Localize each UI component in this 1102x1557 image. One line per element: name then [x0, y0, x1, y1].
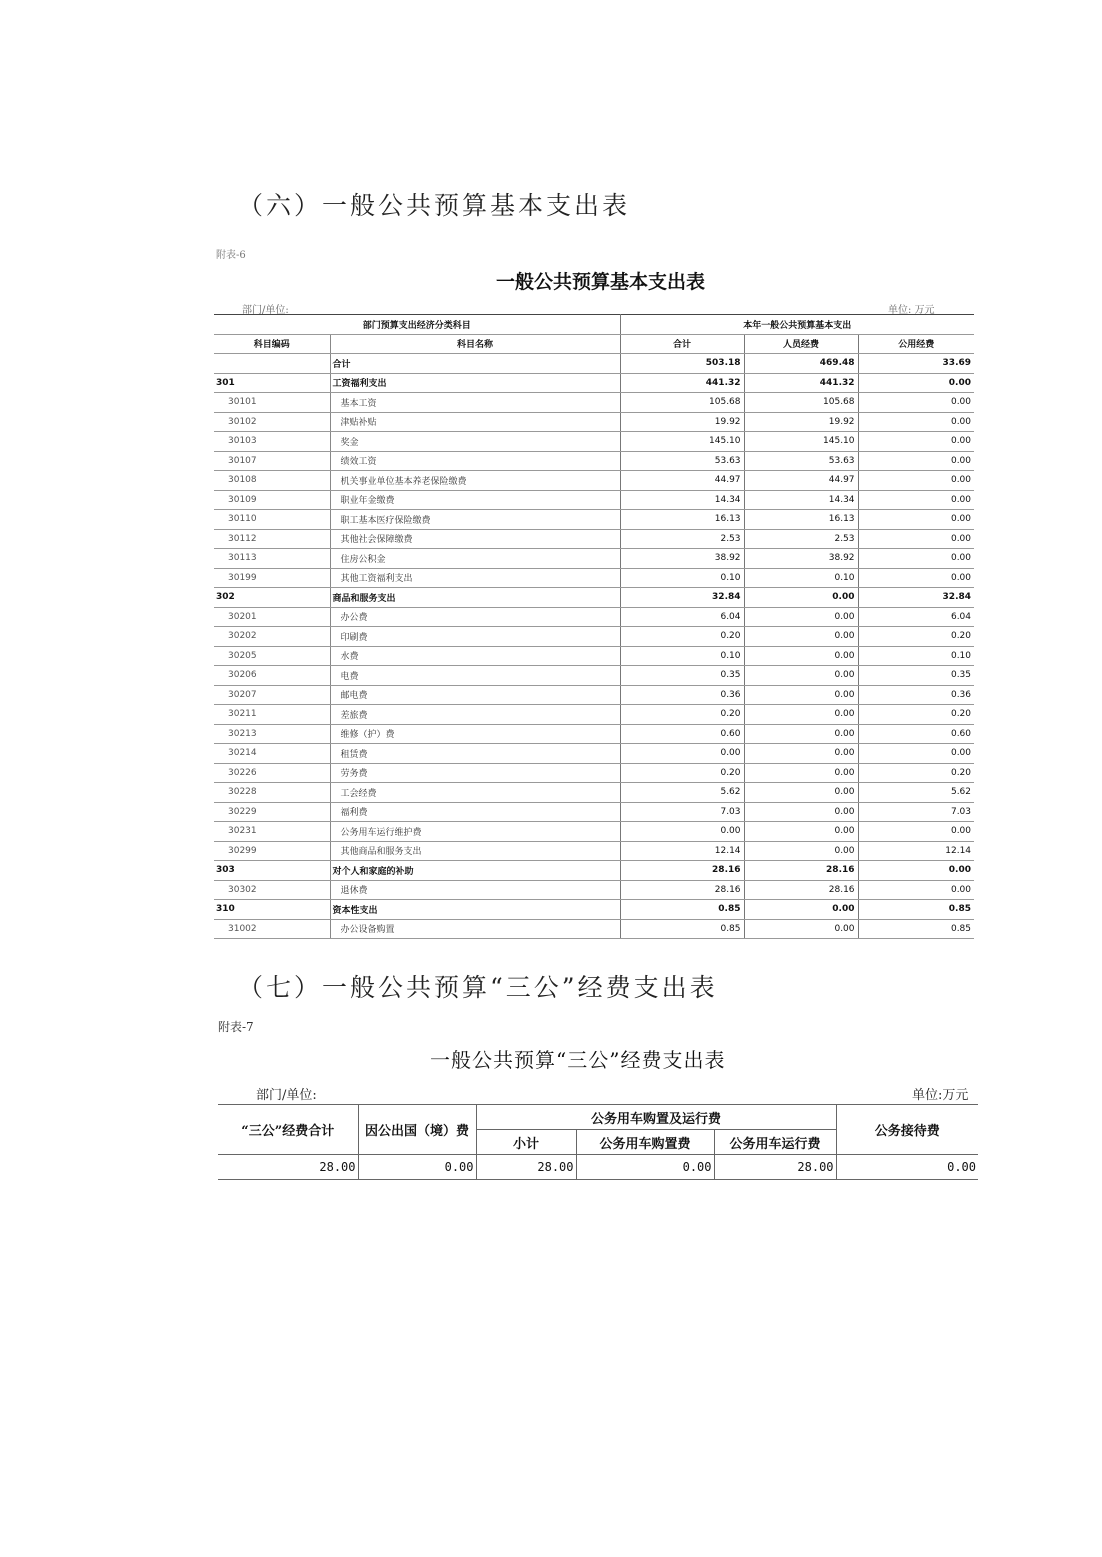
basic-expenditure-body: [214, 354, 974, 939]
row-public: 0.10: [858, 646, 974, 666]
row-personnel: 0.00: [744, 646, 858, 666]
row-total: 0.36: [620, 685, 744, 705]
header-basic-expenditure: 本年一般公共预算基本支出: [620, 315, 974, 335]
row-total: 28.16: [620, 861, 744, 881]
table-row: [214, 666, 974, 686]
row-personnel: 28.16: [744, 861, 858, 881]
row-personnel: 0.00: [744, 919, 858, 939]
row-code: 30103: [214, 432, 330, 452]
row-personnel: 0.00: [744, 607, 858, 627]
row-public: 0.00: [858, 880, 974, 900]
row-public: 0.20: [858, 705, 974, 725]
row-public: 0.00: [858, 490, 974, 510]
row-code: 30213: [214, 724, 330, 744]
row-public: 0.00: [858, 568, 974, 588]
row-name: 机关事业单位基本养老保险缴费: [330, 471, 620, 491]
section7-table-title: 一般公共预算“三公”经费支出表: [430, 1048, 726, 1072]
table-row: [214, 451, 974, 471]
row-total: 0.60: [620, 724, 744, 744]
section7-heading: （七）一般公共预算“三公”经费支出表: [238, 973, 718, 1002]
table-row: [214, 607, 974, 627]
row-code: 30226: [214, 763, 330, 783]
table-row: [214, 529, 974, 549]
section6-table-title: 一般公共预算基本支出表: [496, 271, 706, 293]
section7-unit-label: 单位:万元: [912, 1088, 969, 1103]
row-name: 邮电费: [330, 685, 620, 705]
table-row: [214, 627, 974, 647]
row-total: 503.18: [620, 354, 744, 374]
row-total: 32.84: [620, 588, 744, 608]
value-total: 28.00: [218, 1155, 358, 1180]
row-name: 职工基本医疗保险缴费: [330, 510, 620, 530]
row-name: 办公设备购置: [330, 919, 620, 939]
row-code: 30102: [214, 412, 330, 432]
table-row: [214, 646, 974, 666]
row-total: 7.03: [620, 802, 744, 822]
row-code: 30211: [214, 705, 330, 725]
table-row: [214, 549, 974, 569]
row-code: 30214: [214, 744, 330, 764]
header-column-row: [214, 334, 974, 354]
row-personnel: 0.00: [744, 685, 858, 705]
row-name: 劳务费: [330, 763, 620, 783]
row-name: 维修（护）费: [330, 724, 620, 744]
row-code: 30302: [214, 880, 330, 900]
row-personnel: 0.00: [744, 763, 858, 783]
row-code: 30112: [214, 529, 330, 549]
row-code: 30205: [214, 646, 330, 666]
row-total: 0.10: [620, 646, 744, 666]
row-total: 0.10: [620, 568, 744, 588]
row-public: 0.00: [858, 432, 974, 452]
table-row: [214, 880, 974, 900]
header-vehicle-purchase: 公务用车购置费: [576, 1130, 714, 1155]
row-total: 105.68: [620, 393, 744, 413]
value-subtotal: 28.00: [476, 1155, 576, 1180]
row-personnel: 19.92: [744, 412, 858, 432]
row-personnel: 0.00: [744, 705, 858, 725]
row-personnel: 0.00: [744, 666, 858, 686]
row-public: 32.84: [858, 588, 974, 608]
table-row: [214, 471, 974, 491]
row-name: 基本工资: [330, 393, 620, 413]
row-total: 16.13: [620, 510, 744, 530]
table-row: [214, 373, 974, 393]
row-public: 6.04: [858, 607, 974, 627]
row-name: 职业年金缴费: [330, 490, 620, 510]
row-code: 301: [214, 373, 330, 393]
row-public: 0.00: [858, 373, 974, 393]
row-total: 0.00: [620, 744, 744, 764]
row-public: 0.00: [858, 529, 974, 549]
table-row: [214, 510, 974, 530]
table-row: [214, 744, 974, 764]
row-personnel: 14.34: [744, 490, 858, 510]
row-personnel: 2.53: [744, 529, 858, 549]
row-total: 0.35: [620, 666, 744, 686]
table-row: [214, 432, 974, 452]
table-row: [214, 861, 974, 881]
row-personnel: 469.48: [744, 354, 858, 374]
row-name: 办公费: [330, 607, 620, 627]
table-row: [214, 685, 974, 705]
row-public: 5.62: [858, 783, 974, 803]
row-personnel: 44.97: [744, 471, 858, 491]
row-total: 0.20: [620, 627, 744, 647]
table-row: [214, 783, 974, 803]
row-code: 30108: [214, 471, 330, 491]
row-code: 30228: [214, 783, 330, 803]
table-row: [214, 393, 974, 413]
value-abroad: 0.00: [358, 1155, 476, 1180]
row-public: 0.36: [858, 685, 974, 705]
row-total: 14.34: [620, 490, 744, 510]
row-code: [214, 354, 330, 374]
header-vehicle-group: 公务用车购置及运行费: [476, 1105, 836, 1130]
row-public: 0.00: [858, 393, 974, 413]
row-name: 其他社会保障缴费: [330, 529, 620, 549]
row-total: 12.14: [620, 841, 744, 861]
row-total: 6.04: [620, 607, 744, 627]
row-code: 30231: [214, 822, 330, 842]
row-name: 资本性支出: [330, 900, 620, 920]
row-public: 0.00: [858, 822, 974, 842]
section6-dept-label: 部门/单位:: [242, 305, 289, 316]
row-code: 30201: [214, 607, 330, 627]
row-total: 2.53: [620, 529, 744, 549]
row-total: 19.92: [620, 412, 744, 432]
row-name: 福利费: [330, 802, 620, 822]
row-name: 退休费: [330, 880, 620, 900]
table-row: [214, 412, 974, 432]
row-name: 对个人和家庭的补助: [330, 861, 620, 881]
row-total: 5.62: [620, 783, 744, 803]
row-code: 310: [214, 900, 330, 920]
table-row: [214, 705, 974, 725]
row-total: 0.85: [620, 919, 744, 939]
row-code: 303: [214, 861, 330, 881]
header-personnel: 人员经费: [744, 334, 858, 354]
section6-heading: （六）一般公共预算基本支出表: [238, 191, 631, 220]
row-name: 其他工资福利支出: [330, 568, 620, 588]
row-code: 30199: [214, 568, 330, 588]
row-personnel: 16.13: [744, 510, 858, 530]
row-name: 津贴补贴: [330, 412, 620, 432]
header-name: 科目名称: [330, 334, 620, 354]
table-row: [214, 841, 974, 861]
row-public: 33.69: [858, 354, 974, 374]
table-row: [214, 900, 974, 920]
row-public: 0.35: [858, 666, 974, 686]
row-name: 水费: [330, 646, 620, 666]
table-row: [214, 822, 974, 842]
row-name: 电费: [330, 666, 620, 686]
row-public: 0.85: [858, 919, 974, 939]
row-total: 0.20: [620, 763, 744, 783]
table-row: [214, 490, 974, 510]
header-subtotal: 小计: [476, 1130, 576, 1155]
row-code: 30299: [214, 841, 330, 861]
row-code: 30229: [214, 802, 330, 822]
row-public: 12.14: [858, 841, 974, 861]
header-reception: 公务接待费: [836, 1105, 978, 1155]
header-abroad: 因公出国（境）费: [358, 1105, 476, 1155]
row-name: 租赁费: [330, 744, 620, 764]
row-total: 53.63: [620, 451, 744, 471]
row-total: 441.32: [620, 373, 744, 393]
row-code: 30207: [214, 685, 330, 705]
row-public: 0.00: [858, 549, 974, 569]
row-personnel: 0.10: [744, 568, 858, 588]
row-public: 7.03: [858, 802, 974, 822]
row-code: 30110: [214, 510, 330, 530]
row-name: 奖金: [330, 432, 620, 452]
row-personnel: 441.32: [744, 373, 858, 393]
row-total: 44.97: [620, 471, 744, 491]
row-name: 商品和服务支出: [330, 588, 620, 608]
table-row: [214, 568, 974, 588]
row-total: 0.00: [620, 822, 744, 842]
row-code: 30107: [214, 451, 330, 471]
table-row: [214, 588, 974, 608]
row-total: 38.92: [620, 549, 744, 569]
row-name: 工资福利支出: [330, 373, 620, 393]
row-total: 28.16: [620, 880, 744, 900]
row-personnel: 0.00: [744, 744, 858, 764]
row-personnel: 0.00: [744, 627, 858, 647]
row-name: 工会经费: [330, 783, 620, 803]
row-total: 145.10: [620, 432, 744, 452]
table-row: [214, 802, 974, 822]
row-name: 合计: [330, 354, 620, 374]
value-operation: 28.00: [714, 1155, 836, 1180]
row-personnel: 53.63: [744, 451, 858, 471]
row-code: 30109: [214, 490, 330, 510]
row-public: 0.00: [858, 451, 974, 471]
row-personnel: 0.00: [744, 900, 858, 920]
table-row: [214, 763, 974, 783]
row-public: 0.20: [858, 763, 974, 783]
row-public: 0.00: [858, 510, 974, 530]
row-code: 30206: [214, 666, 330, 686]
header-code: 科目编码: [214, 334, 330, 354]
row-code: 30202: [214, 627, 330, 647]
value-purchase: 0.00: [576, 1155, 714, 1180]
row-code: 30101: [214, 393, 330, 413]
row-name: 住房公积金: [330, 549, 620, 569]
three-public-values-row: [218, 1155, 978, 1180]
header-economic-class: 部门预算支出经济分类科目: [214, 315, 620, 335]
row-personnel: 0.00: [744, 783, 858, 803]
row-public: 0.85: [858, 900, 974, 920]
row-personnel: 0.00: [744, 822, 858, 842]
row-name: 公务用车运行维护费: [330, 822, 620, 842]
value-reception: 0.00: [836, 1155, 978, 1180]
header-three-public-total: “三公”经费合计: [218, 1105, 358, 1155]
section6-annex: 附表-6: [216, 250, 246, 261]
row-public: 0.00: [858, 861, 974, 881]
header-public: 公用经费: [858, 334, 974, 354]
basic-expenditure-table: [214, 314, 974, 939]
three-public-expenses-table: [218, 1104, 978, 1180]
row-name: 差旅费: [330, 705, 620, 725]
section7-dept-label: 部门/单位:: [256, 1088, 317, 1103]
row-public: 0.00: [858, 471, 974, 491]
row-personnel: 145.10: [744, 432, 858, 452]
row-code: 31002: [214, 919, 330, 939]
row-public: 0.00: [858, 744, 974, 764]
row-name: 其他商品和服务支出: [330, 841, 620, 861]
header-total: 合计: [620, 334, 744, 354]
row-total: 0.85: [620, 900, 744, 920]
row-personnel: 0.00: [744, 802, 858, 822]
row-code: 302: [214, 588, 330, 608]
row-public: 0.00: [858, 412, 974, 432]
table-row: [214, 724, 974, 744]
header-group-row: [214, 315, 974, 335]
row-name: 印刷费: [330, 627, 620, 647]
row-code: 30113: [214, 549, 330, 569]
table-row: [214, 919, 974, 939]
header-vehicle-operation: 公务用车运行费: [714, 1130, 836, 1155]
row-personnel: 28.16: [744, 880, 858, 900]
section7-annex: 附表-7: [218, 1020, 254, 1034]
row-total: 0.20: [620, 705, 744, 725]
row-public: 0.60: [858, 724, 974, 744]
row-personnel: 0.00: [744, 841, 858, 861]
row-public: 0.20: [858, 627, 974, 647]
table-row: [214, 354, 974, 374]
row-personnel: 0.00: [744, 588, 858, 608]
row-name: 绩效工资: [330, 451, 620, 471]
row-personnel: 0.00: [744, 724, 858, 744]
row-personnel: 105.68: [744, 393, 858, 413]
section6-unit-label: 单位: 万元: [888, 305, 935, 316]
row-personnel: 38.92: [744, 549, 858, 569]
